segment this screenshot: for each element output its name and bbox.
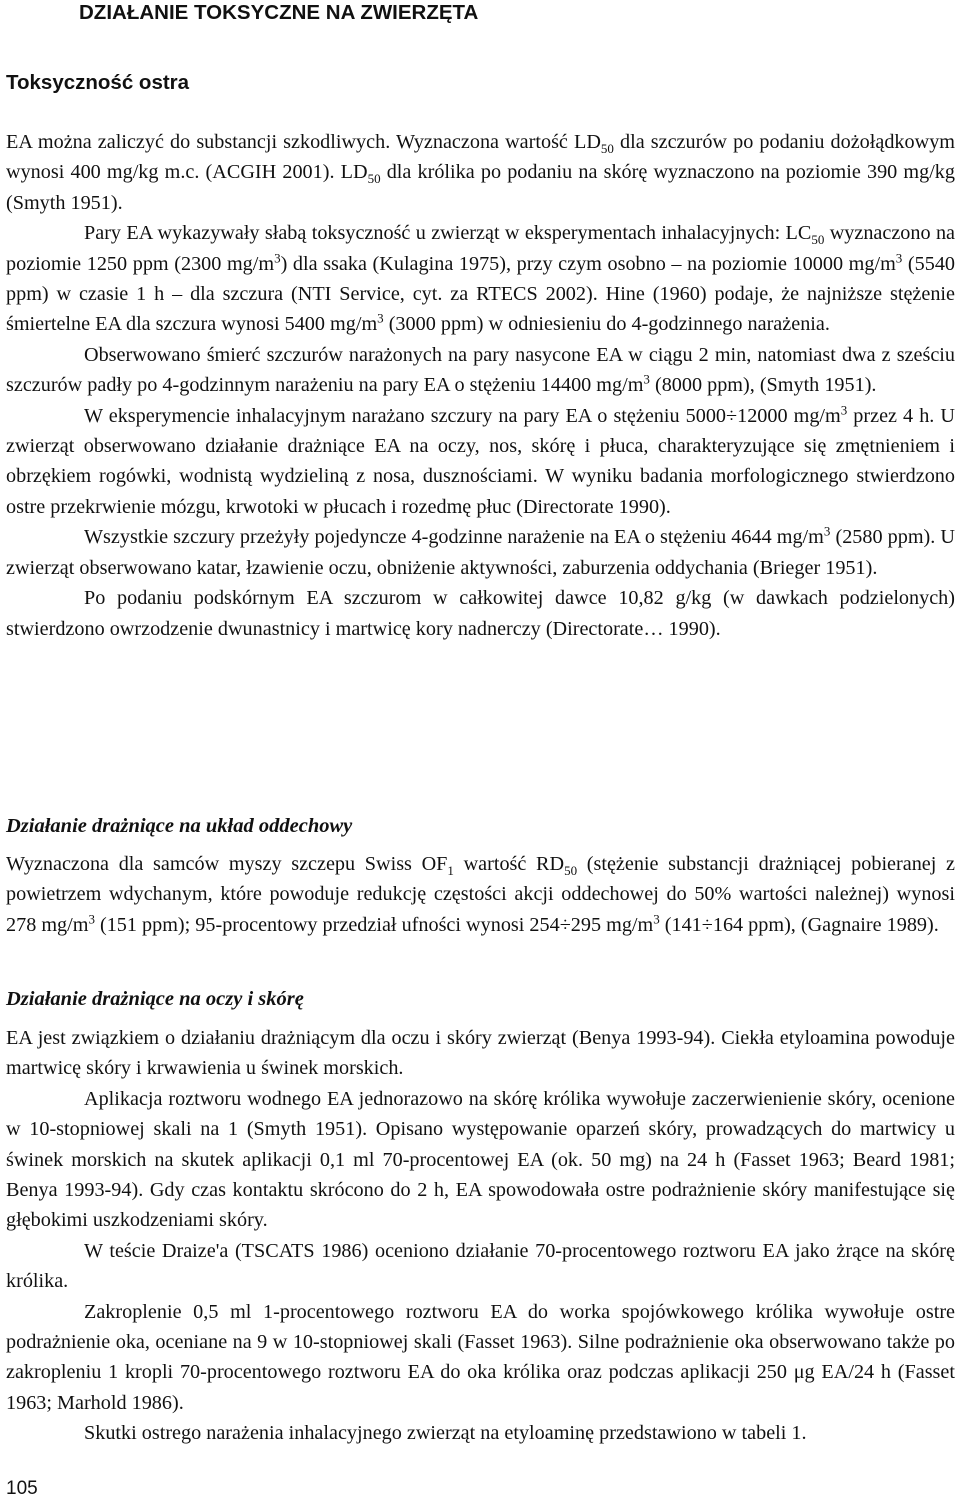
- text-run: (stężenie substancji drażniącej pobieranej z powietrzem wdychanym, które powoduje redukcję częstości akcji oddechowej do 50% wartości należnej) wynosi 278 mg/m: [6, 853, 955, 936]
- superscript: 3: [88, 911, 95, 927]
- subscript: 1: [447, 863, 454, 879]
- paragraph-eyes-skin-5: Skutki ostrego narażenia inhalacyjnego zwierząt na etyloaminę przedstawiono w tabeli 1.: [84, 1422, 807, 1445]
- superscript: 3: [840, 401, 848, 417]
- text-run: (5540 ppm) w czasie 1 h – dla szczura (NTI Service, cyt. za RTECS 2002). Hine (1960) podaje, że najniższe stężenie śmiertelne EA dla szczura wynosi 5400 mg/m: [6, 252, 956, 336]
- paragraph-acute-4: [6, 401, 955, 523]
- subscript: 50: [811, 232, 825, 248]
- paragraph-respiratory-1: [6, 849, 955, 940]
- text-run: (8000 ppm), (Smyth 1951).: [649, 374, 877, 397]
- text-run: (3000 ppm) w odniesieniu do 4-godzinnego narażenia.: [383, 313, 830, 336]
- text-run: dla królika po podaniu na skórę wyznaczono na poziomie 390 mg/kg (Smyth 1951).: [6, 161, 955, 214]
- text-run: Wszystkie szczury przeżyły pojedyncze 4-godzinne narażenie na EA o stężeniu 4644 mg/m: [84, 526, 824, 549]
- acute-toxicity-text: [6, 127, 955, 644]
- eyes-skin-text: [6, 1023, 955, 1449]
- subscript: 50: [600, 141, 614, 157]
- paragraph-acute-6: Po podaniu podskórnym EA szczurom w całkowitej dawce 10,82 g/kg (w dawkach podzielonych) stwierdzono owrzodzenie dwunastnicy i martwicę kory nadnerczy (Directorate… 1990).: [6, 587, 955, 640]
- eyes-skin-heading: Działanie drażniące na oczy i skórę: [6, 988, 304, 1010]
- text-run: (2580 ppm). U zwierząt obserwowano katar, łzawienie oczu, obniżenie aktywności, zaburzenia oddychania (Brieger 1951).: [6, 526, 955, 579]
- paragraph-acute-1: [6, 127, 955, 218]
- text-run: Pary EA wykazywały słabą toksyczność u zwierząt w eksperymentach inhalacyjnych: LC: [84, 222, 812, 245]
- respiratory-text: [6, 849, 955, 940]
- superscript: 3: [274, 249, 281, 265]
- subscript: 50: [367, 171, 381, 187]
- text-run: (151 ppm); 95-procentowy przedział ufności wynosi 254÷295 mg/m: [94, 913, 654, 936]
- paragraph-acute-2: [6, 218, 955, 340]
- text-run: ) dla ssaka (Kulagina 1975), przy czym osobno – na poziomie 10000 mg/m: [280, 252, 896, 275]
- text-run: dla szczurów po podaniu dożołądkowym wynosi 400 mg/kg m.c. (ACGIH 2001). LD: [6, 131, 955, 184]
- paragraph-eyes-skin-4: Zakroplenie 0,5 ml 1-procentowego roztworu EA do worka spojówkowego królika wywołuje ostre podrażnienie oka, oceniane na 9 w 10-stopniowej skali (Fasset 1963). Silne podrażnienie oka obserwowano także po zakropleniu 1 kropli 70-procentowego roztworu EA do oka królika oraz podczas aplikacji 250 μg EA/24 h (Fasset 1963; Marhold 1986).: [6, 1300, 955, 1414]
- text-run: (141÷164 ppm), (Gagnaire 1989).: [659, 913, 939, 936]
- text-run: Obserwowano śmierć szczurów narażonych na pary nasycone EA w ciągu 2 min, natomiast dwa z sześciu szczurów padły po 4-godzinnym narażeniu na pary EA o stężeniu 14400 mg/m: [6, 343, 955, 397]
- superscript: 3: [653, 911, 660, 927]
- paragraph-acute-5: [6, 522, 955, 583]
- superscript: 3: [823, 523, 831, 539]
- superscript: 3: [895, 249, 903, 265]
- page-number: 105: [6, 1478, 38, 1499]
- subscript: 50: [564, 863, 578, 879]
- paragraph-eyes-skin-2: Aplikacja roztworu wodnego EA jednorazowo na skórę królika wywołuje zaczerwienienie skóry, ocenione w 10-stopniowej skali na 1 (Smyth 1951). Opisano występowanie oparzeń skóry, prowadzących do martwicy u świnek morskich na skutek aplikacji 0,1 ml 70-procentowej EA (ok. 50 mg) na 24 h (Fasset 1963; Beard 1981; Benya 1993-94). Gdy czas kontaktu skrócono do 2 h, EA spowodowała ostre podrażnienie skóry manifestujące się głębokimi uszkodzeniami skóry.: [6, 1087, 955, 1232]
- superscript: 3: [377, 310, 384, 326]
- text-run: W eksperymencie inhalacyjnym narażano szczury na pary EA o stężeniu 5000÷12000 mg/m: [84, 404, 841, 427]
- paragraph-eyes-skin-3: W teście Draize'a (TSCATS 1986) oceniono działanie 70-procentowego roztworu EA jako żrące na skórę królika.: [6, 1239, 955, 1293]
- text-run: wartość RD: [453, 853, 565, 875]
- superscript: 3: [643, 371, 650, 387]
- text-run: wyznaczono na poziomie 1250 ppm (2300 mg/m: [6, 222, 955, 275]
- subsection-title: Toksyczność ostra: [6, 71, 190, 94]
- paragraph-acute-3: [6, 340, 955, 401]
- text-run: Wyznaczona dla samców myszy szczepu Swiss OF: [6, 853, 448, 875]
- respiratory-heading: Działanie drażniące na układ oddechowy: [6, 815, 353, 837]
- text-run: EA można zaliczyć do substancji szkodliwych. Wyznaczona wartość LD: [6, 131, 601, 153]
- paragraph-eyes-skin-1: EA jest związkiem o działaniu drażniącym dla oczu i skóry zwierząt (Benya 1993-94). Ciekła etyloamina powoduje martwicę skóry i krwawienia u świnek morskich.: [6, 1027, 955, 1080]
- section-title: DZIAŁANIE TOKSYCZNE NA ZWIERZĘTA: [79, 1, 479, 24]
- text-run: przez 4 h. U zwierząt obserwowano działanie drażniące EA na oczy, nos, skórę i płuca, charakteryzujące się zmętnieniem i obrzękiem rogówki, wodnistą wydzieliną z nosa, dusznościami. W wyniku badania morfologicznego stwierdzono ostre przekrwienie mózgu, krwotoki w płucach i rozedmę płuc (Directorate 1990).: [6, 404, 955, 518]
